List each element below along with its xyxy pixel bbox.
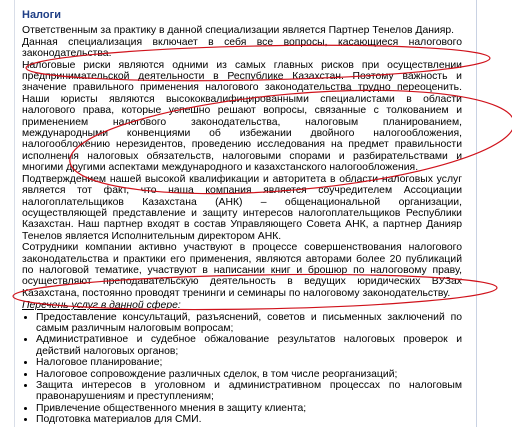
page-title: Налоги [22, 9, 61, 21]
article [22, 10, 462, 426]
services-heading: Перечень услуг в данной сфере: [22, 300, 181, 312]
list-item: Предоставление консультаций, разъяснений, советов и письменных заключений по самым различным налоговым вопросам; [36, 311, 462, 334]
list-item: Административное и судебное обжалование результатов налоговых проверок и действий налоговых органов; [36, 334, 462, 357]
paragraph-scope: Данная специализация включает в себя все вопросы, касающиеся налогового законодательства. [22, 36, 462, 60]
paragraph-qualification: Подтверждением нашей высокой квалификации и авторитета в области налоговых услуг является тот факт, что наша компания является соучредителем Ассоциации налогоплательщиков Казахстана (АНК) – общенациональной организации, осуществляющей представление и защиту интересов налогоплательщиков Республики Казахстан. Наш партнер входят в состав Управляющего Совета АНК, а партнер Данияр Тенелов является Исполнительным директором АНК. [22, 173, 462, 242]
paragraph-risks: Налоговые риски являются одними из самых главных рисков при осуществлении предпринимательской деятельности в Республике Казахстан. Поэтому важность и значение правильного применения налогового законодательства трудно переоценить. Наши юристы являются высококвалифицированными специалистами в области налогового права, которые успешно решают вопросы, связанные с толкованием и применением налогового законодательства, налоговым планированием, международными конвенциями об избежании двойного налогообложения, налогообложению нерезидентов, проведению исследования на предмет правильности исполнения налоговых обязательств, налоговыми спорами и разбирательствами и многими другими аспектами международного и казахстанского налогообложения. [22, 59, 462, 174]
list-item: Налоговое планирование; [36, 357, 462, 368]
list-item: Налоговое сопровождение различных сделок, в том числе реорганизаций; [36, 369, 462, 380]
list-item: Подготовка материалов для СМИ. [36, 414, 462, 425]
list-item: Привлечение общественного мнения в защиту клиента; [36, 403, 462, 414]
services-list [22, 312, 462, 426]
list-item: Защита интересов в уголовном и административном процессах по налоговым правонарушениям и преступлениям; [36, 380, 462, 403]
paragraph-responsible: Ответственным за практику в данной специализации является Партнер Тенелов Данияр. [22, 25, 455, 37]
paragraph-staff: Сотрудники компании активно участвуют в процессе совершенствования налогового законодательства и практики его применения, являются авторами более 20 публикаций по налоговой тематике, участвуют в написании книг и брошюр по налоговому праву, осуществляют преподавательскую деятельность в ведущих юридических ВУЗах Казахстана, постоянно проводят тренинги и семинары по налоговому законодательству. [22, 242, 462, 299]
right-border [476, 0, 477, 427]
